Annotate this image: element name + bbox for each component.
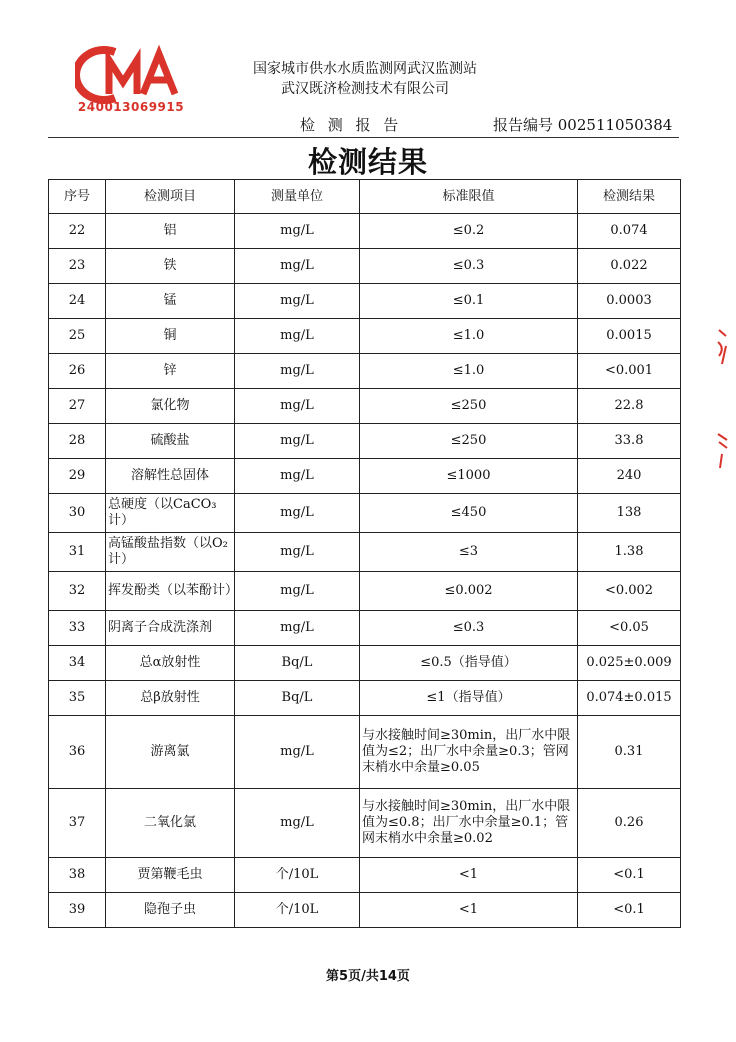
- cell-no: 26: [49, 354, 106, 389]
- table-row: [49, 716, 681, 789]
- cell-no: 35: [49, 681, 106, 716]
- cell-unit: 个/10L: [235, 858, 360, 893]
- cell-item: 氯化物: [106, 389, 235, 424]
- cell-result: 0.074±0.015: [578, 681, 681, 716]
- cell-no: 31: [49, 533, 106, 572]
- page-title: 检测结果: [307, 145, 428, 179]
- cell-item: 挥发酚类（以苯酚计）: [106, 572, 235, 611]
- cell-result: <0.05: [578, 611, 681, 646]
- cell-no: 34: [49, 646, 106, 681]
- cell-item: 总β放射性: [106, 681, 235, 716]
- col-header-item: 检测项目: [106, 180, 235, 214]
- cell-unit: mg/L: [235, 572, 360, 611]
- table-row: [49, 459, 681, 494]
- col-header-limit: 标准限值: [360, 180, 578, 214]
- cell-result: <0.1: [578, 858, 681, 893]
- cell-limit: ≤1.0: [360, 354, 578, 389]
- cell-result: 0.074: [578, 214, 681, 249]
- cell-item: 铝: [106, 214, 235, 249]
- cell-result: <0.1: [578, 893, 681, 928]
- cell-no: 33: [49, 611, 106, 646]
- report-title: 检 测 报 告: [300, 116, 403, 134]
- cell-limit: ≤0.1: [360, 284, 578, 319]
- cell-item: 总硬度（以CaCO₃计）: [106, 494, 235, 533]
- cell-no: 39: [49, 893, 106, 928]
- cell-limit: ≤250: [360, 389, 578, 424]
- cell-unit: Bq/L: [235, 646, 360, 681]
- table-row: [49, 389, 681, 424]
- cell-no: 36: [49, 716, 106, 789]
- cell-limit: ≤3: [360, 533, 578, 572]
- table-row: [49, 893, 681, 928]
- cell-no: 24: [49, 284, 106, 319]
- table-row: [49, 284, 681, 319]
- cell-no: 23: [49, 249, 106, 284]
- cell-item: 硫酸盐: [106, 424, 235, 459]
- cell-no: 29: [49, 459, 106, 494]
- cell-result: <0.001: [578, 354, 681, 389]
- cell-limit: ≤0.3: [360, 249, 578, 284]
- cell-item: 高锰酸盐指数（以O₂计）: [106, 533, 235, 572]
- cell-item: 总α放射性: [106, 646, 235, 681]
- cell-result: 0.0003: [578, 284, 681, 319]
- cell-limit: ≤250: [360, 424, 578, 459]
- cell-unit: mg/L: [235, 716, 360, 789]
- cell-limit: ≤0.2: [360, 214, 578, 249]
- cell-item: 贾第鞭毛虫: [106, 858, 235, 893]
- header-divider: [48, 137, 679, 138]
- table-row: [49, 249, 681, 284]
- cell-unit: mg/L: [235, 284, 360, 319]
- cell-result: 0.26: [578, 789, 681, 858]
- table-row: [49, 214, 681, 249]
- table-row: [49, 424, 681, 459]
- table-row: [49, 572, 681, 611]
- col-header-result: 检测结果: [578, 180, 681, 214]
- cell-limit: 与水接触时间≥30min，出厂水中限值为≤2；出厂水中余量≥0.3；管网末梢水中余量≥0.05: [360, 716, 578, 789]
- table-row: [49, 681, 681, 716]
- table-row: [49, 319, 681, 354]
- page-number: 第5页/共14页: [326, 969, 410, 984]
- table-row: [49, 494, 681, 533]
- cell-unit: mg/L: [235, 424, 360, 459]
- cell-item: 二氧化氯: [106, 789, 235, 858]
- cell-unit: mg/L: [235, 789, 360, 858]
- cell-item: 铜: [106, 319, 235, 354]
- side-stamp-mark-top: [716, 328, 730, 368]
- cell-limit: <1: [360, 893, 578, 928]
- cell-unit: mg/L: [235, 533, 360, 572]
- org-name-2: 武汉既济检测技术有限公司: [281, 81, 449, 97]
- cell-result: 240: [578, 459, 681, 494]
- cell-item: 游离氯: [106, 716, 235, 789]
- report-number: 报告编号 002511050384: [493, 116, 673, 134]
- cell-limit: ≤450: [360, 494, 578, 533]
- table-header-row: [49, 180, 681, 214]
- cell-limit: ≤0.002: [360, 572, 578, 611]
- cell-unit: mg/L: [235, 459, 360, 494]
- cell-unit: 个/10L: [235, 893, 360, 928]
- col-header-no: 序号: [49, 180, 106, 214]
- cell-unit: mg/L: [235, 494, 360, 533]
- cell-unit: mg/L: [235, 354, 360, 389]
- side-stamp-mark-bottom: [716, 430, 730, 470]
- cell-result: 138: [578, 494, 681, 533]
- cell-limit: ≤0.5（指导值）: [360, 646, 578, 681]
- cell-limit: <1: [360, 858, 578, 893]
- cell-result: 1.38: [578, 533, 681, 572]
- cell-result: 33.8: [578, 424, 681, 459]
- cell-no: 27: [49, 389, 106, 424]
- table-row: [49, 611, 681, 646]
- org-name-1: 国家城市供水水质监测网武汉监测站: [253, 61, 477, 77]
- cell-result: 0.022: [578, 249, 681, 284]
- cell-unit: mg/L: [235, 389, 360, 424]
- results-table: [48, 179, 681, 928]
- cell-result: 0.31: [578, 716, 681, 789]
- cell-no: 38: [49, 858, 106, 893]
- cma-number: 240013069915: [77, 100, 185, 114]
- cell-item: 阴离子合成洗涤剂: [106, 611, 235, 646]
- cell-unit: mg/L: [235, 611, 360, 646]
- table-row: [49, 858, 681, 893]
- cell-item: 锌: [106, 354, 235, 389]
- cell-result: 22.8: [578, 389, 681, 424]
- cell-no: 30: [49, 494, 106, 533]
- table-row: [49, 533, 681, 572]
- cell-unit: mg/L: [235, 214, 360, 249]
- cell-limit: ≤1000: [360, 459, 578, 494]
- table-row: [49, 789, 681, 858]
- cell-item: 铁: [106, 249, 235, 284]
- cell-unit: Bq/L: [235, 681, 360, 716]
- cell-limit: ≤1.0: [360, 319, 578, 354]
- cell-no: 28: [49, 424, 106, 459]
- cell-limit: ≤1（指导值）: [360, 681, 578, 716]
- cell-result: 0.0015: [578, 319, 681, 354]
- cell-no: 22: [49, 214, 106, 249]
- cell-unit: mg/L: [235, 319, 360, 354]
- cell-no: 37: [49, 789, 106, 858]
- cell-no: 32: [49, 572, 106, 611]
- cell-limit: ≤0.3: [360, 611, 578, 646]
- cell-result: <0.002: [578, 572, 681, 611]
- cell-item: 溶解性总固体: [106, 459, 235, 494]
- cell-item: 锰: [106, 284, 235, 319]
- cell-limit: 与水接触时间≥30min，出厂水中限值为≤0.8；出厂水中余量≥0.1；管网末梢水中余量≥0.02: [360, 789, 578, 858]
- cell-no: 25: [49, 319, 106, 354]
- cell-unit: mg/L: [235, 249, 360, 284]
- col-header-unit: 测量单位: [235, 180, 360, 214]
- table-row: [49, 646, 681, 681]
- table-row: [49, 354, 681, 389]
- cell-item: 隐孢子虫: [106, 893, 235, 928]
- cell-result: 0.025±0.009: [578, 646, 681, 681]
